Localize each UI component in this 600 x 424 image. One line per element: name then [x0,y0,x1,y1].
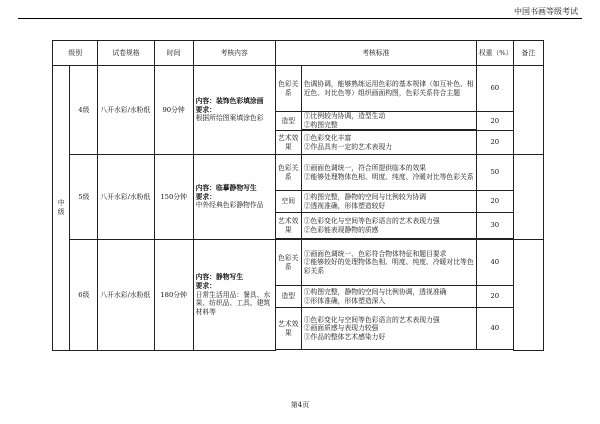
requirement-label: 要求： [195,282,216,291]
criteria-line: ①比例较为协调，造型生动 [303,112,386,120]
note-cell [513,66,543,155]
content-title: 装饰色彩填涂画 [215,97,264,106]
criteria-text [301,213,476,239]
table-row [53,240,544,286]
spacer-cell [275,350,301,351]
criteria-line: ②作品具有一定的艺术表现力 [303,142,393,151]
header-divider [18,18,582,19]
weight-cell: 40 [476,308,513,350]
note-cell [513,240,543,351]
content-cell [193,66,275,155]
criteria-line: ①画面色调统一、色彩符合物体特征和题目要求 [303,249,447,258]
level-cell: 5级 [70,155,98,240]
content-cell [193,240,275,351]
criteria-text [301,112,476,130]
criteria-text [301,191,476,213]
note-cell [513,155,543,240]
weight-cell: 20 [476,112,513,131]
header-time: 时间 [154,41,193,66]
criteria-category: 造型 [275,286,301,308]
criteria-line: ①色彩变化与空间等色彩语言的艺术表现力强 [303,217,440,226]
spec-cell: 八开水彩/水粉纸 [98,66,154,155]
criteria-category: 造型 [275,112,301,131]
weight-cell: 20 [476,131,513,155]
criteria-category: 艺术效果 [275,213,301,239]
criteria-category: 色彩关系 [275,155,301,191]
criteria-category: 艺术效果 [275,131,301,155]
level-cell: 4级 [70,66,98,155]
content-label: 内容： [195,184,216,193]
criteria-line: ②能够较好的处理物体色相、明度、纯度、冷暖对比等色彩关系 [303,258,474,275]
weight-cell: 20 [476,286,513,308]
criteria-category: 空间 [275,191,301,213]
weight-cell: 20 [476,191,513,213]
header-level: 级别 [53,41,98,66]
group-label: 中级 [53,66,70,351]
header-content: 考核内容 [193,41,275,66]
document-header-title: 中国书画等级考试 [514,7,578,16]
criteria-line: ②构图完整 [303,120,338,129]
time-cell: 90分钟 [154,66,193,155]
criteria-line: ②能够处理物体色相、明度、纯度、冷暖对比等色彩关系 [303,172,474,181]
criteria-text [301,308,476,350]
content-title: 临摹静物写生 [215,184,257,193]
criteria-text: 色调协调，能够熟练运用色彩的基本规律（如互补色、相近色、对比色等）组织画面构图，色彩关系符合主题 [301,66,476,112]
criteria-category: 艺术效果 [275,308,301,350]
spec-cell: 八开水彩/水粉纸 [98,240,154,351]
criteria-text [301,131,476,155]
header-note: 备注 [513,41,543,66]
page-number: 第4页 [290,401,310,409]
criteria-line: ②色彩能表现静物的质感 [303,225,379,234]
spec-cell: 八开水彩/水粉纸 [98,155,154,240]
criteria-text [301,286,476,308]
table-header-row [53,41,544,66]
criteria-line: ①色彩变化丰富 [303,134,352,143]
criteria-text [301,240,476,286]
content-cell [193,155,275,240]
requirement-label: 要求： [195,192,216,201]
header-spec: 试卷规格 [98,41,154,66]
weight-cell: 40 [476,240,513,286]
criteria-line: ②透视准确，形体塑造较好 [303,201,386,210]
table-row [53,155,544,191]
weight-cell: 50 [476,155,513,191]
weight-cell: 30 [476,213,513,239]
content-title: 静物写生 [215,273,244,282]
criteria-category: 色彩关系 [275,240,301,286]
criteria-line: ②画面质感与表现力较强 [303,324,379,333]
header-criteria: 考核标准 [275,41,476,66]
level-cell: 6级 [70,240,98,351]
time-cell: 180分钟 [154,240,193,351]
criteria-line: ①构图完整，静物的空间与比例协调，透视准确 [303,288,447,297]
weight-cell: 60 [476,66,513,112]
criteria-line: ②形体准确，形体塑造深入 [303,296,386,305]
criteria-line: ①画面色调统一，符合所提供临本的效果 [303,164,427,173]
requirement-text: 日常生活用品：餐具、水果、纺织品、工具、建筑材料等 [195,290,271,316]
header-weight: 权重（%） [476,41,513,66]
criteria-line: ①色彩变化与空间等色彩语言的艺术表现力强 [303,315,440,324]
requirement-text: 中外经典色彩静物作品 [195,201,264,210]
exam-standards-table [52,40,544,351]
requirement-label: 要求： [195,105,216,114]
criteria-line: ①构图完整，静物的空间与比例较为协调 [303,193,427,202]
content-label: 内容： [195,97,216,106]
requirement-text: 根据所给图案填涂色彩 [195,114,264,123]
table-row [53,66,544,112]
criteria-category: 色彩关系 [275,66,301,112]
content-label: 内容： [195,273,216,282]
criteria-line: ③作品的整体艺术感染力好 [303,332,386,341]
time-cell: 150分钟 [154,155,193,240]
criteria-text [301,155,476,191]
